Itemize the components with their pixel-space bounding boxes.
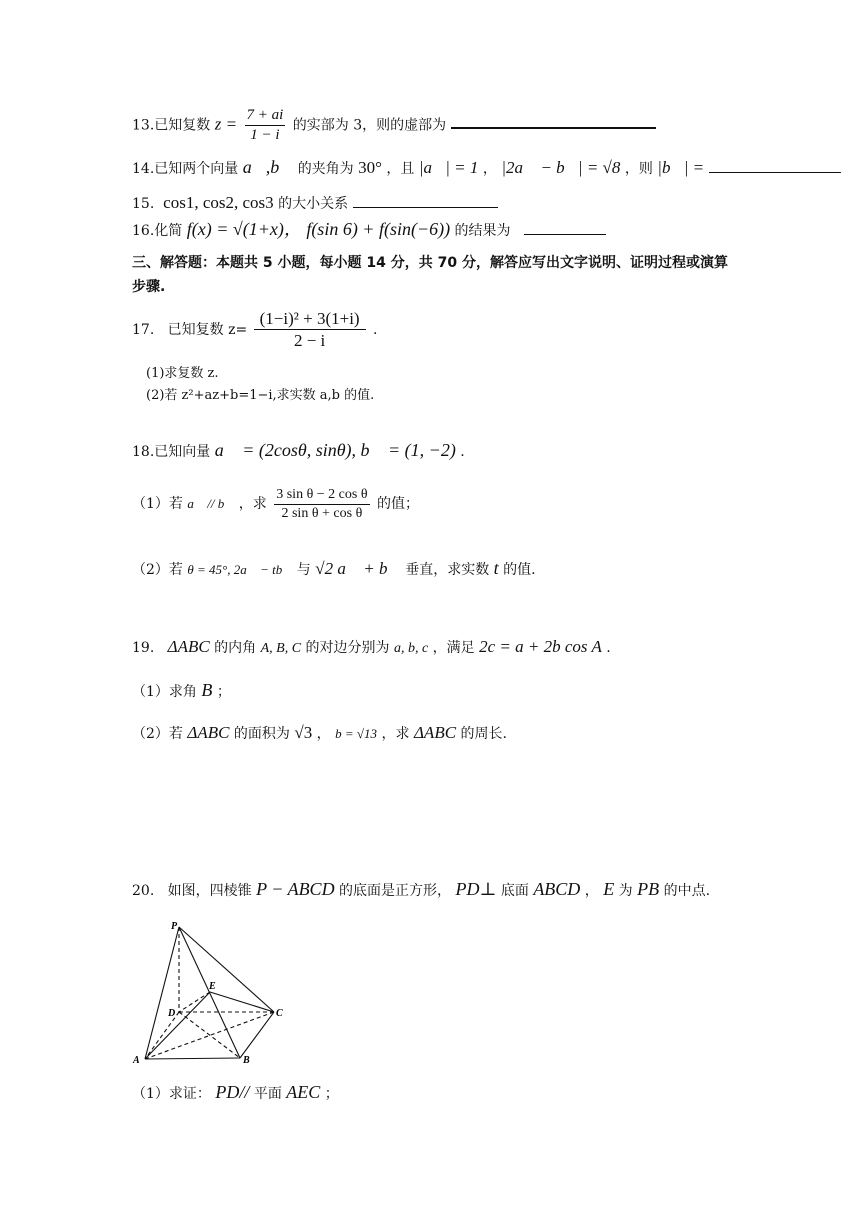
question-19: 19. ΔABC 的内角 A, B, C 的对边分别为 a, b, c ，满足 2c = a + 2b cos A . xyxy=(132,637,611,656)
label-C: C xyxy=(276,1008,283,1019)
q18-part-1: （1）若 a⃗ // b⃗ ，求 $\frac{\text{3 sin θ − 2 cos θ}}{\text{2 sin θ + cos θ}}$ 的值； xyxy=(132,487,419,521)
label-B: B xyxy=(243,1055,250,1065)
question-15: 15. cos1, cos2, cos3 的大小关系 xyxy=(132,193,498,213)
edge-PA xyxy=(145,927,179,1059)
segment-EA xyxy=(145,992,210,1059)
q13-answer-blank[interactable] xyxy=(451,125,656,129)
q18-fraction: $\frac{\text{3 sin θ − 2 cos θ}}{\text{2 sin θ + cos θ}}$ xyxy=(276,487,368,521)
q17-fraction: $\frac{\text{(1−i)² + 3(1+i)}}{2 - i}$ xyxy=(254,308,366,352)
q14-answer-blank[interactable] xyxy=(709,170,841,173)
segment-EC xyxy=(210,992,274,1012)
q19-part-1: （1）求角 B ； xyxy=(132,680,231,700)
pyramid-figure xyxy=(125,915,295,1065)
question-16: 16.化简 f(x) = √(1+x)， f(sin 6) + f(sin(−6)) 的结果为 xyxy=(132,219,606,241)
edge-BC xyxy=(240,1012,274,1058)
edge-DA xyxy=(145,1012,179,1059)
label-D: D xyxy=(168,1008,176,1019)
label-P: P xyxy=(171,921,178,932)
edge-AB xyxy=(145,1058,240,1059)
label-E: E xyxy=(209,981,216,992)
q15-answer-blank[interactable] xyxy=(353,205,498,208)
q17-part-2: (2)若 z²+az+b=1−i,求实数 a,b 的值. xyxy=(146,388,375,403)
q16-answer-blank[interactable] xyxy=(524,232,606,235)
question-20: 20. 如图，四棱锥 P − ABCD 的底面是正方形， PD⊥ 底面 ABCD ， E 为 PB 的中点. xyxy=(132,879,711,899)
section-3-heading: 三、解答题：本题共 5 小题，每小题 14 分，共 70 分，解答应写出文字说明、证明过程或演算步骤. xyxy=(132,255,728,295)
question-13: 13.已知复数 z = $\frac{7 + ai}{1 - i}$ 的实部为 3，则的虚部为 xyxy=(132,106,656,145)
q13-z: z = xyxy=(214,114,238,134)
diag-DB xyxy=(179,1012,240,1058)
q18-part-2: （2）若 θ = 45°, 2a⃗ − tb⃗ 与 √2 a⃗ + b⃗ 垂直，求实数 t 的值. xyxy=(132,558,536,578)
question-18: 18.已知向量 a⃗ = (2cosθ, sinθ), b⃗ = (1, −2) . xyxy=(132,440,465,460)
q17-part-1: (1)求复数 z. xyxy=(146,366,219,381)
label-A: A xyxy=(133,1055,140,1065)
q19-part-2: （2）若 ΔABC 的面积为 √3 ， b = √13 ，求 ΔABC 的周长. xyxy=(132,723,507,742)
q20-part-1: （1）求证： PD// 平面 AEC ； xyxy=(132,1082,339,1102)
question-17: 17. 已知复数 z= $\frac{\text{(1−i)² + 3(1+i)}}{2 - i}$ . xyxy=(132,309,378,351)
q13-fraction: $\frac{7 + ai}{1 - i}$ xyxy=(246,107,284,143)
edge-PC xyxy=(179,927,274,1012)
question-14: 14.已知两个向量 a⃗,b⃗ 的夹角为 30° ，且 |a⃗| = 1 ， |2a⃗ − b⃗| = √8 ，则 |b⃗| = xyxy=(132,157,841,179)
segment-ED xyxy=(179,992,210,1012)
